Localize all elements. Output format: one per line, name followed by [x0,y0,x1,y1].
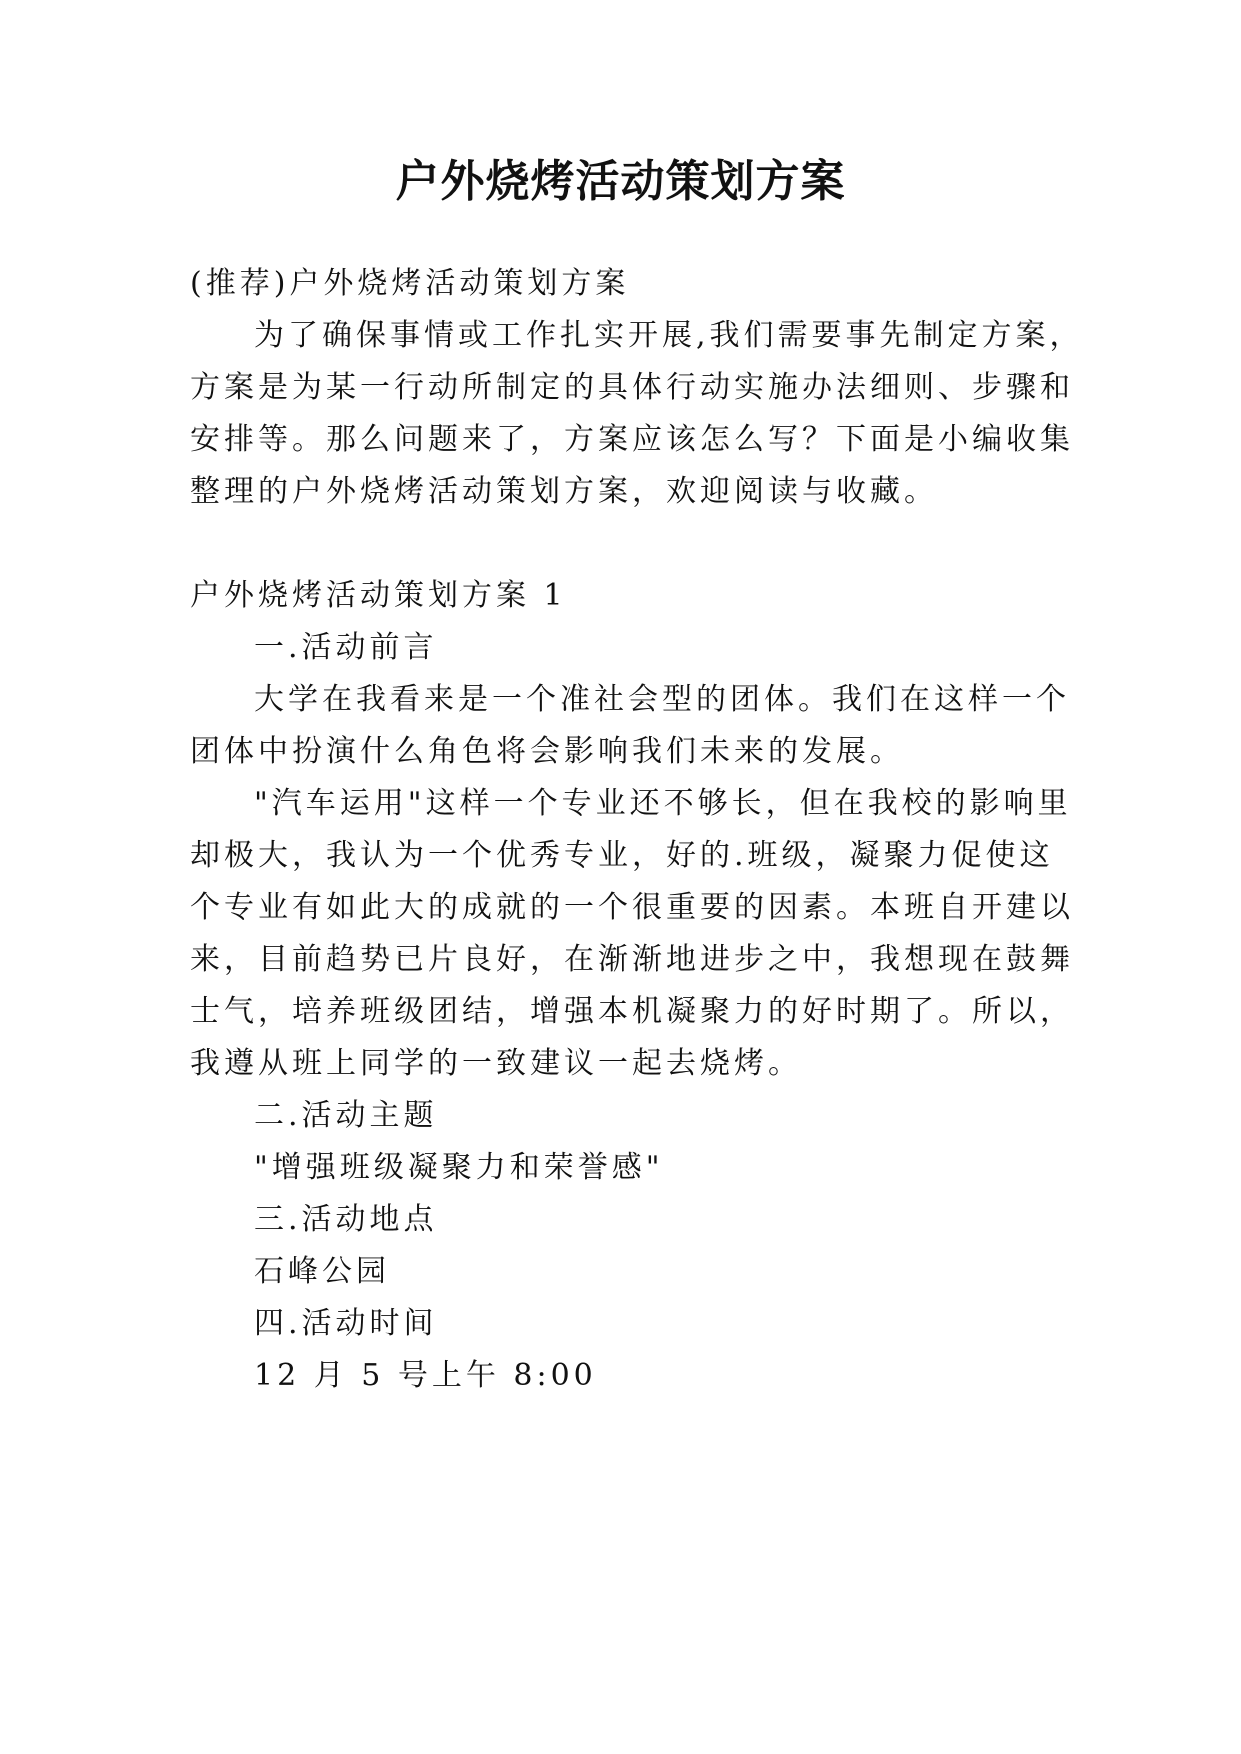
time-text: 12 月 5 号上午 8:00 [254,1358,597,1393]
recommend-line: (推荐)户外烧烤活动策划方案 [190,266,630,301]
intro-line-2: 方案是为某一行动所制定的具体行动实施办法细则、步骤和 [190,370,1074,405]
heading-preface: 一.活动前言 [254,630,438,665]
intro-line-1: 为了确保事情或工作扎实开展,我们需要事先制定方案， [254,318,1084,353]
location-text: 石峰公园 [254,1254,390,1289]
preface-line-2: 团体中扮演什么角色将会影响我们未来的发展。 [190,734,904,769]
preface-line-6: 来，目前趋势已片良好，在渐渐地进步之中，我想现在鼓舞 [190,942,1074,977]
section-heading: 户外烧烤活动策划方案 1 [190,578,567,613]
preface-line-7: 士气，培养班级团结，增强本机凝聚力的好时期了。所以， [190,994,1074,1029]
preface-line-8: 我遵从班上同学的一致建议一起去烧烤。 [190,1046,802,1081]
heading-theme: 二.活动主题 [254,1098,438,1133]
heading-time: 四.活动时间 [254,1306,438,1341]
preface-line-5: 个专业有如此大的成就的一个很重要的因素。本班自开建以 [190,890,1074,925]
intro-line-3: 安排等。那么问题来了，方案应该怎么写？下面是小编收集 [190,422,1074,457]
document-title: 户外烧烤活动策划方案 [395,156,846,207]
preface-line-3: "汽车运用"这样一个专业还不够长，但在我校的影响里 [254,786,1072,821]
intro-line-4: 整理的户外烧烤活动策划方案，欢迎阅读与收藏。 [190,474,938,509]
preface-line-1: 大学在我看来是一个准社会型的团体。我们在这样一个 [254,682,1070,717]
preface-line-4: 却极大，我认为一个优秀专业，好的.班级，凝聚力促使这 [190,838,1054,873]
theme-text: "增强班级凝聚力和荣誉感" [254,1150,664,1185]
heading-location: 三.活动地点 [254,1202,438,1237]
